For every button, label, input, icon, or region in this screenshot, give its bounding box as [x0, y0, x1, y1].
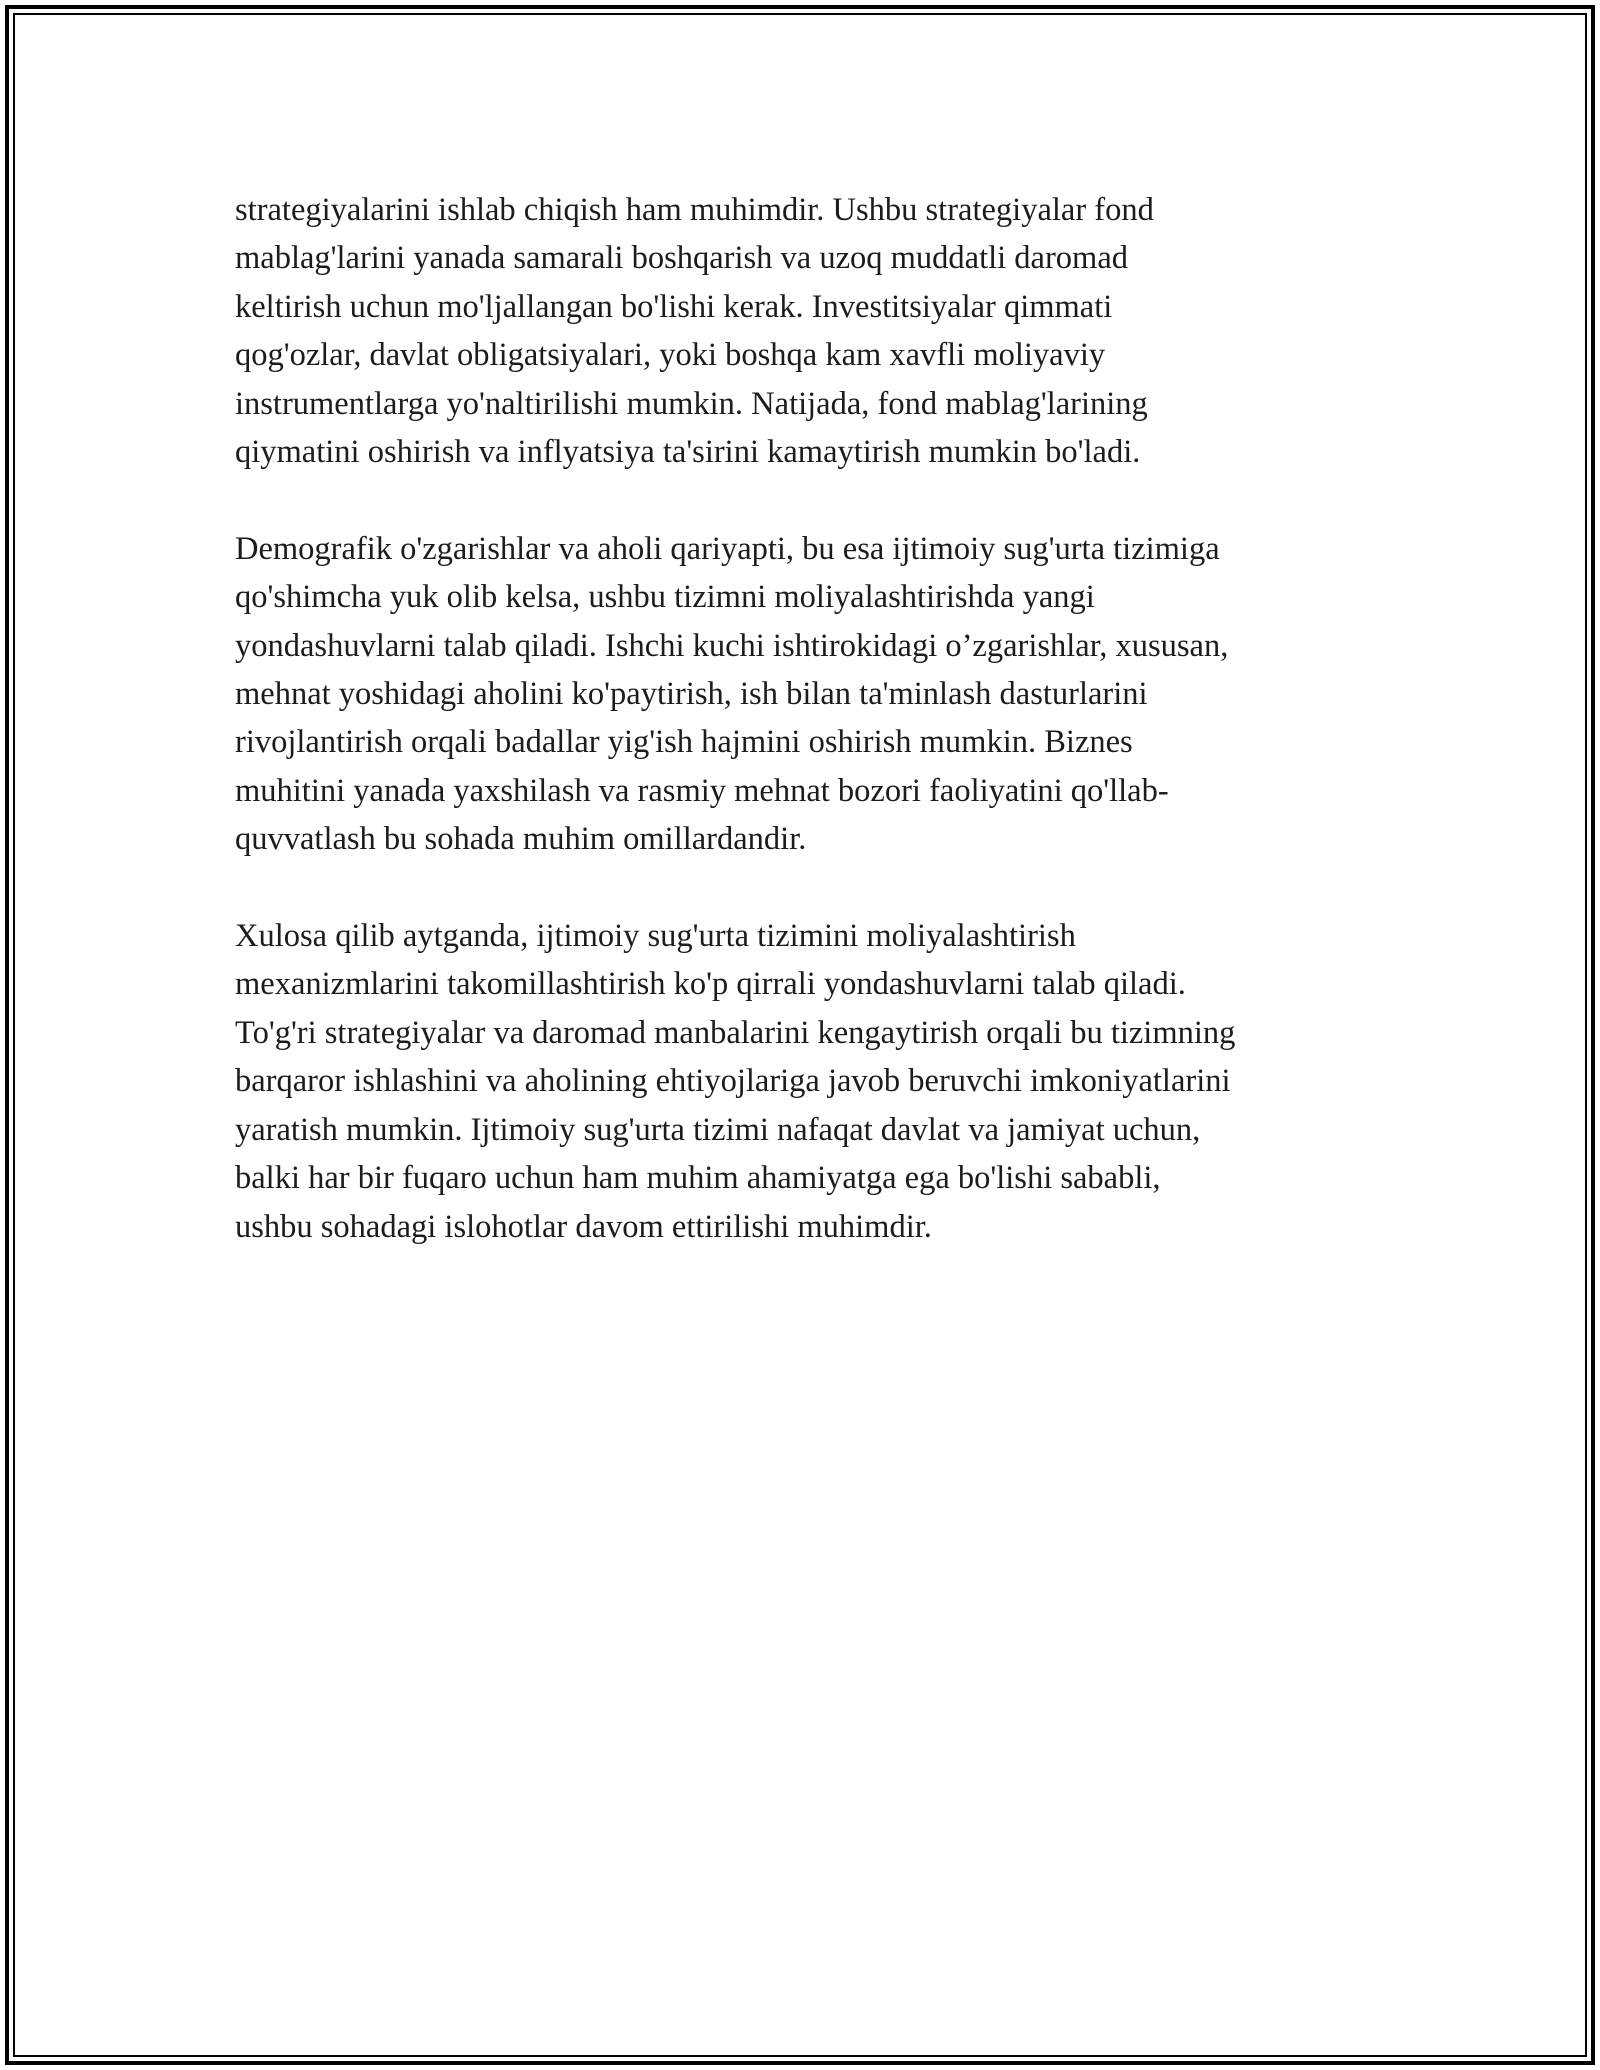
text-line: Demografik o'zgarishlar va aholi qariyapti, bu esa ijtimoiy sug'urta tizimiga — [235, 530, 1220, 567]
text-line: Xulosa qilib aytganda, ijtimoiy sug'urta tizimini moliyalashtirish — [235, 918, 1076, 955]
text-line: qo'shimcha yuk olib kelsa, ushbu tizimni moliyalashtirishda yangi — [235, 579, 1095, 616]
text-line: quvvatlash bu sohada muhim omillardandir. — [235, 821, 807, 858]
text-line: yondashuvlarni talab qiladi. Ishchi kuchi ishtirokidagi o’zgarishlar, xususan, — [235, 627, 1229, 664]
text-line: rivojlantirish orqali badallar yig'ish hajmini oshirish mumkin. Biznes — [235, 724, 1133, 761]
paragraph-investment-strategies — [235, 186, 1385, 476]
document-body — [235, 186, 1385, 1251]
text-line: keltirish uchun mo'ljallangan bo'lishi kerak. Investitsiyalar qimmati — [235, 288, 1113, 325]
text-line: mexanizmlarini takomillashtirish ko'p qirrali yondashuvlarni talab qiladi. — [235, 966, 1186, 1003]
text-line: qog'ozlar, davlat obligatsiyalari, yoki boshqa kam xavfli moliyaviy — [235, 337, 1106, 374]
text-line: To'g'ri strategiyalar va daromad manbalarini kengaytirish orqali bu tizimning — [235, 1014, 1236, 1051]
text-line: mehnat yoshidagi aholini ko'paytirish, ish bilan ta'minlash dasturlarini — [235, 676, 1148, 713]
text-line: strategiyalarini ishlab chiqish ham muhimdir. Ushbu strategiyalar fond — [235, 192, 1154, 228]
text-line: qiymatini oshirish va inflyatsiya ta'sirini kamaytirish mumkin bo'ladi. — [235, 434, 1141, 471]
text-line: muhitini yanada yaxshilash va rasmiy mehnat bozori faoliyatini qo'llab- — [235, 772, 1169, 809]
text-line: mablag'larini yanada samarali boshqarish va uzoq muddatli daromad — [235, 240, 1129, 277]
text-line: barqaror ishlashini va aholining ehtiyojlariga javob beruvchi imkoniyatlarini — [235, 1063, 1231, 1100]
paragraph-demographic-changes — [235, 525, 1385, 864]
text-line: balki har bir fuqaro uchun ham muhim ahamiyatga ega bo'lishi sababli, — [235, 1160, 1161, 1197]
text-line: instrumentlarga yo'naltirilishi mumkin. Natijada, fond mablag'larining — [235, 385, 1148, 422]
text-line: yaratish mumkin. Ijtimoiy sug'urta tizimi nafaqat davlat va jamiyat uchun, — [235, 1111, 1201, 1148]
text-line: ushbu sohadagi islohotlar davom ettirilishi muhimdir. — [235, 1208, 932, 1245]
paragraph-conclusion — [235, 912, 1385, 1251]
